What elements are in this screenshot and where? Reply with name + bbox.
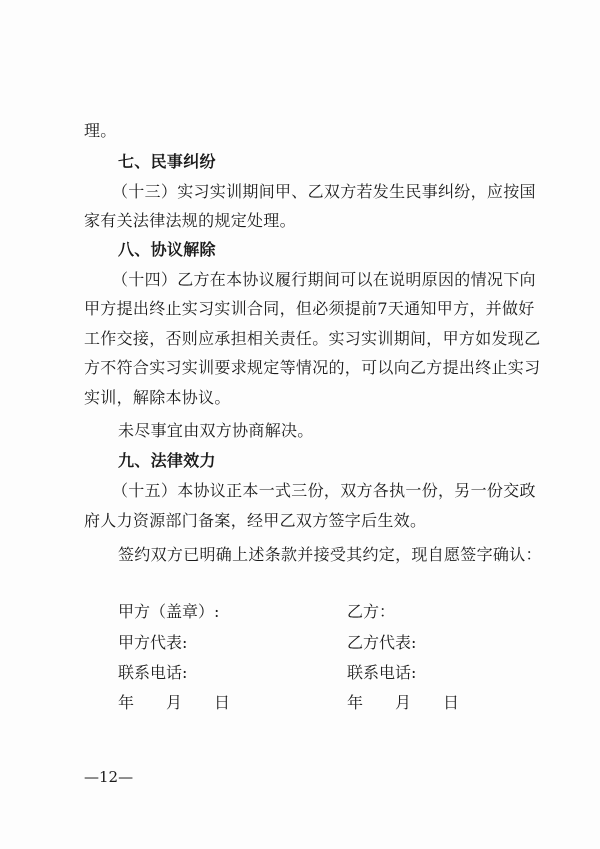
party-b-phone-label: 联系电话: xyxy=(347,663,417,682)
text-line-13: 府人力资源部门备案，经甲乙双方签字后生效。 xyxy=(84,511,427,530)
text-line-8: 方不符合实习实训要求规定等情况的，可以向乙方提出终止实习 xyxy=(84,358,541,377)
text-line-5: （十四）乙方在本协议履行期间可以在说明原因的情况下向 xyxy=(112,270,536,289)
party-a-date: 年 月 日 xyxy=(118,693,231,712)
party-b-label: 乙方： xyxy=(347,602,396,621)
section-heading-civil-disputes: 七、民事纠纷 xyxy=(118,152,216,171)
party-b-date: 年 月 日 xyxy=(347,693,460,712)
section-heading-legal-effect: 九、法律效力 xyxy=(118,451,216,470)
text-line-14: 签约双方已明确上述条款并接受其约定，现自愿签字确认： xyxy=(118,545,542,564)
text-line-0: 理。 xyxy=(84,121,117,140)
text-line-3: 家有关法律法规的规定处理。 xyxy=(84,211,296,230)
text-line-7: 工作交接，否则应承担相关责任。实习实训期间，甲方如发现乙 xyxy=(84,329,541,348)
party-a-rep-label: 甲方代表: xyxy=(118,633,188,652)
text-line-9: 实训，解除本协议。 xyxy=(84,388,231,407)
text-line-12: （十五）本协议正本一式三份，双方各执一份，另一份交政 xyxy=(112,481,536,500)
text-line-10: 未尽事宜由双方协商解决。 xyxy=(118,421,314,440)
party-a-phone-label: 联系电话: xyxy=(118,663,188,682)
text-line-2: （十三）实习实训期间甲、乙双方若发生民事纠纷，应按国 xyxy=(112,182,536,201)
party-b-rep-label: 乙方代表: xyxy=(347,633,417,652)
text-line-6: 甲方提出终止实习实训合同，但必须提前7天通知甲方，并做好 xyxy=(84,299,535,318)
section-heading-termination: 八、协议解除 xyxy=(118,240,216,259)
page-number: —12— xyxy=(84,768,134,786)
party-a-seal-label: 甲方（盖章）: xyxy=(118,602,220,621)
